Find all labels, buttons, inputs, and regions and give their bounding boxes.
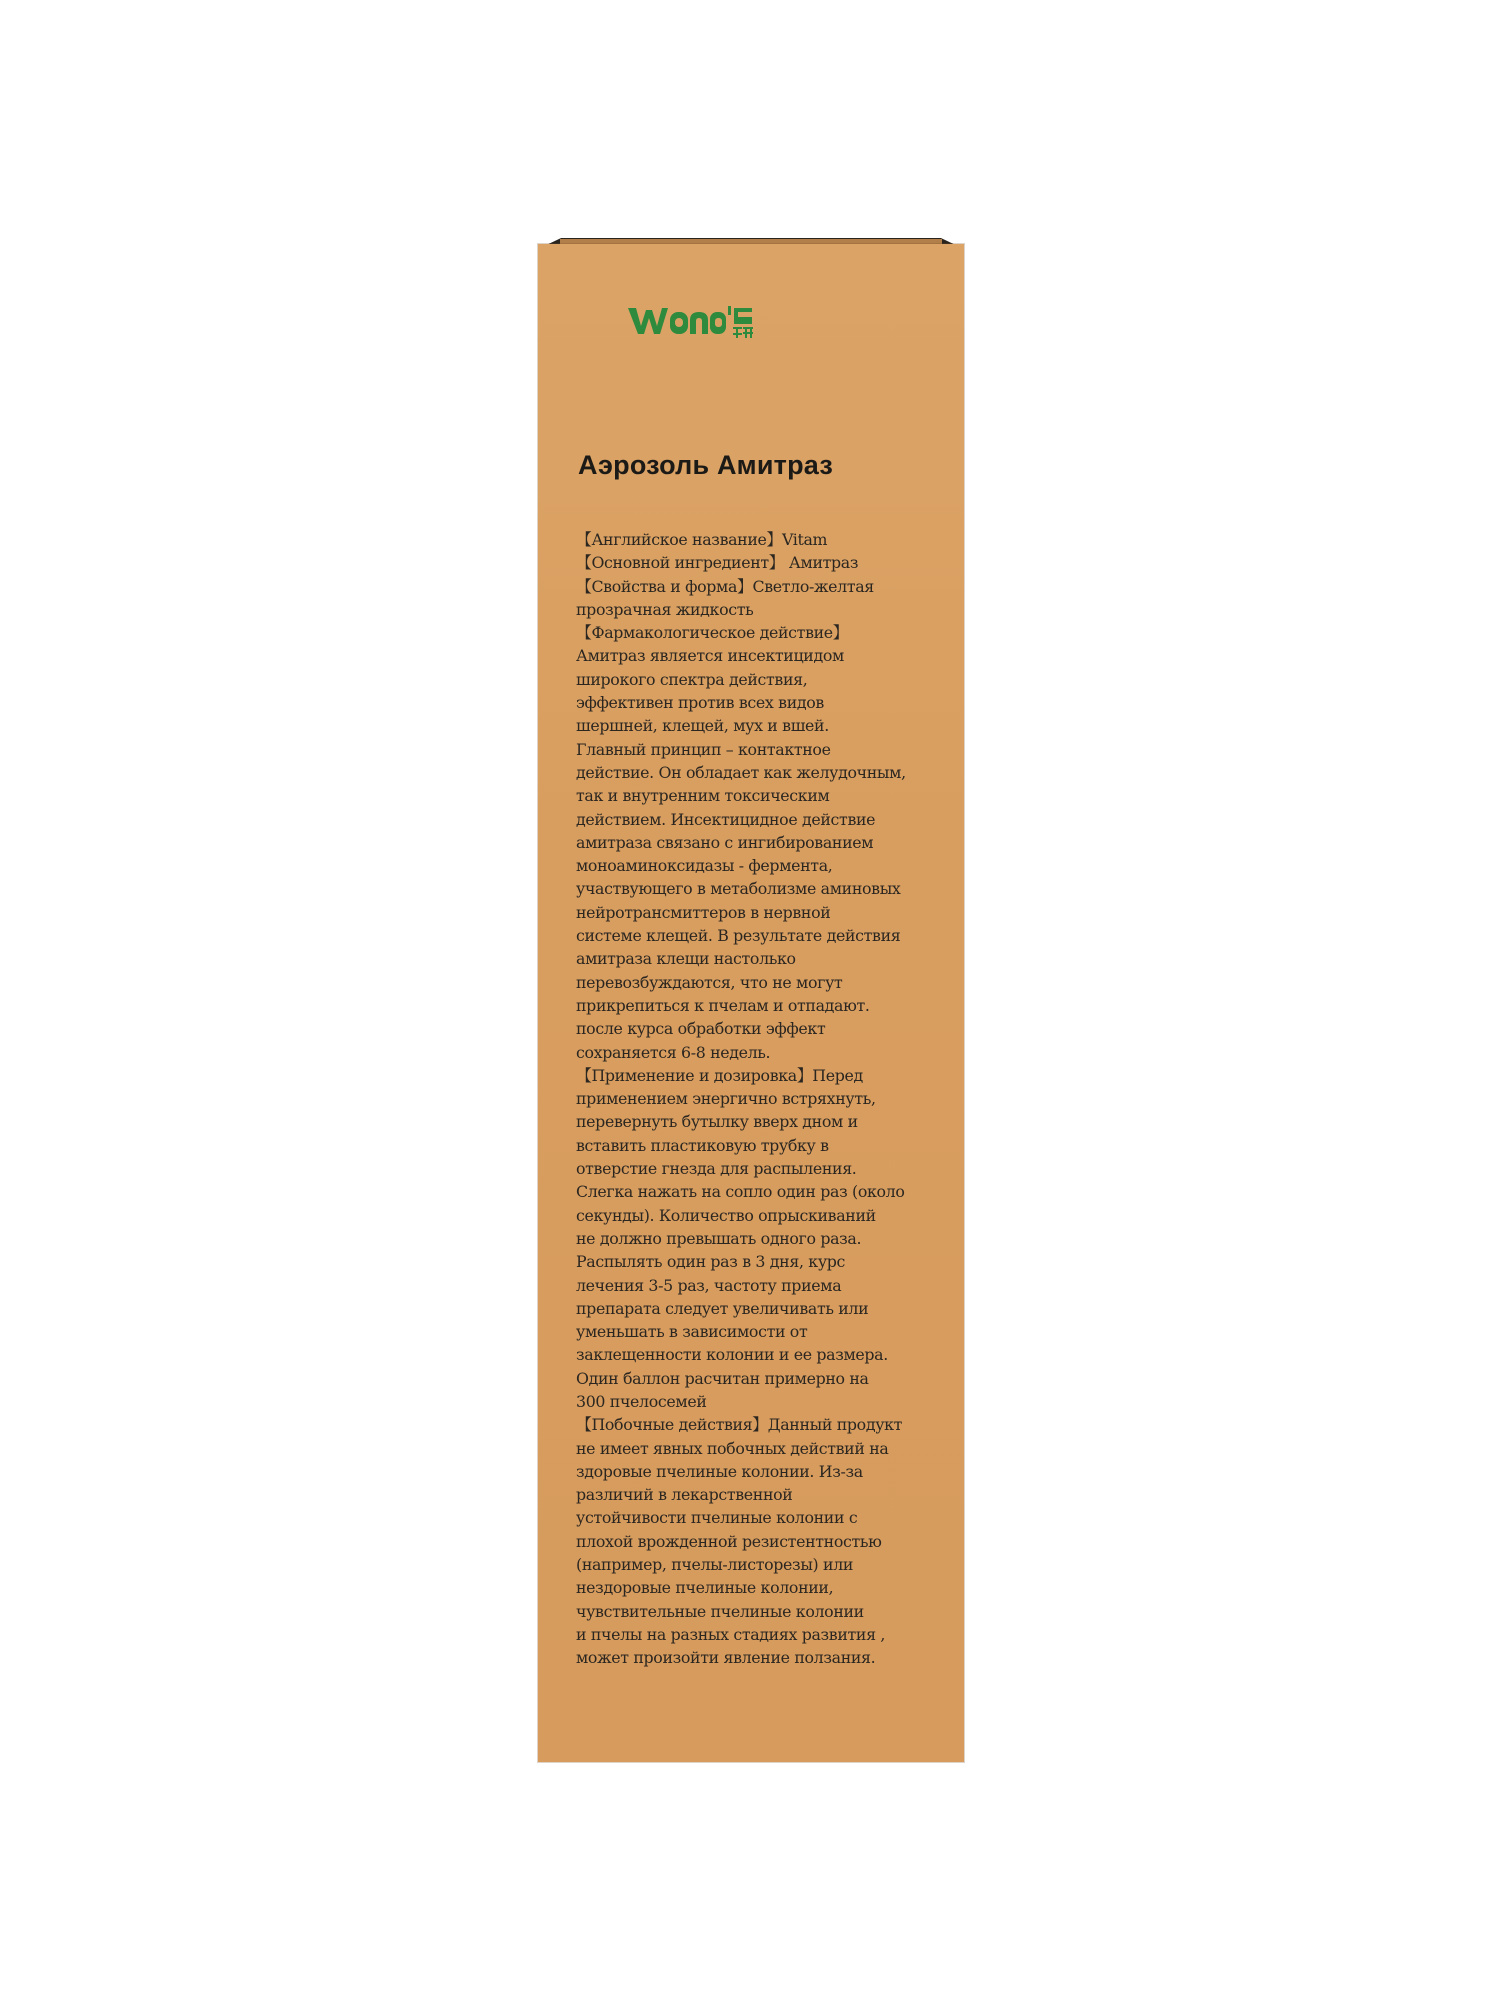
description-line: лечения 3-5 раз, частоту приема — [576, 1275, 842, 1295]
description-line: 【Применение и дозировка】Перед — [576, 1065, 863, 1085]
description-line: шершней, клещей, мух и вшей. — [576, 716, 829, 736]
description-line: не имеет явных побочных действий на — [576, 1438, 889, 1458]
description-line: 【Английское название】Vitam — [576, 530, 828, 549]
description-line: Слегка нажать на сопло один раз (около — [576, 1182, 905, 1202]
description-line: заклещенности колонии и ее размера. — [576, 1345, 888, 1365]
description-line: вставить пластиковую трубку в — [576, 1135, 829, 1155]
description-line: перевернуть бутылку вверх дном и — [576, 1112, 858, 1132]
description-line: отверстие гнезда для распыления. — [576, 1159, 857, 1179]
description-line: прозрачная жидкость — [576, 599, 754, 619]
description-line: сохраняется 6-8 недель. — [576, 1042, 771, 1062]
description-line: после курса обработки эффект — [576, 1019, 826, 1039]
description-line: нейротрансмиттеров в нервной — [576, 902, 831, 922]
description-line: прикрепиться к пчелам и отпадают. — [576, 995, 870, 1015]
product-description — [576, 528, 948, 1670]
brand-logo — [626, 300, 756, 340]
description-line: амитраза связано с ингибированием — [576, 832, 874, 852]
description-line: широкого спектра действия, — [576, 669, 808, 689]
description-line: Распылять один раз в 3 дня, курс — [576, 1252, 846, 1272]
description-line: Главный принцип – контактное — [576, 739, 831, 759]
logo-letter-s — [734, 308, 752, 324]
description-line: 【Фармакологическое действие】 — [576, 623, 849, 643]
description-line: и пчелы на разных стадиях развития , — [576, 1624, 886, 1644]
description-line: применением энергично встряхнуть, — [576, 1089, 876, 1109]
brand-logo-icon — [626, 300, 756, 340]
description-line: 【Свойства и форма】Светло-желтая — [576, 576, 874, 596]
description-line: различий в лекарственной — [576, 1485, 793, 1505]
logo-letter-n — [690, 312, 708, 334]
description-line: здоровые пчелиные колонии. Из-за — [576, 1461, 863, 1481]
description-line: плохой врожденной резистентностью — [576, 1531, 882, 1551]
description-line: нездоровые пчелиные колонии, — [576, 1578, 834, 1598]
description-line: системе клещей. В результате действия — [576, 926, 901, 946]
description-line: перевозбуждаются, что не могут — [576, 972, 843, 992]
description-line: устойчивости пчелиные колонии с — [576, 1508, 858, 1528]
description-line: действием. Инсектицидное действие — [576, 809, 876, 829]
description-line: может произойти явление ползания. — [576, 1648, 876, 1668]
description-line: действие. Он обладает как желудочным, — [576, 762, 906, 782]
description-line: амитраза клещи настолько — [576, 949, 796, 969]
description-line: не должно превышать одного раза. — [576, 1228, 862, 1248]
product-box — [538, 244, 964, 1762]
description-line: участвующего в метаболизме аминовых — [576, 879, 901, 899]
description-line: эффективен против всех видов — [576, 693, 824, 713]
description-line: 【Побочные действия】Данный продукт — [576, 1415, 903, 1435]
logo-letter-w — [628, 308, 668, 334]
logo-apostrophe — [728, 306, 731, 315]
description-line: 【Основной ингредиент】 Амитраз — [576, 553, 859, 573]
description-line: 300 пчелосемей — [576, 1391, 707, 1411]
description-line: Амитраз является инсектицидом — [576, 646, 844, 666]
description-line: моноаминоксидазы - фермента, — [576, 856, 833, 876]
description-line: уменьшать в зависимости от — [576, 1322, 808, 1342]
description-line: препарата следует увеличивать или — [576, 1298, 869, 1318]
description-line: чувствительные пчелиные колонии — [576, 1601, 864, 1621]
product-title: Аэрозоль Амитраз — [578, 450, 833, 480]
description-line: так и внутренним токсическим — [576, 786, 830, 806]
description-line: секунды). Количество опрыскиваний — [576, 1205, 876, 1225]
description-line: Один баллон расчитан примерно на — [576, 1368, 869, 1388]
description-line: (например, пчелы-листорезы) или — [576, 1555, 854, 1575]
logo-chinese-text — [733, 327, 753, 338]
